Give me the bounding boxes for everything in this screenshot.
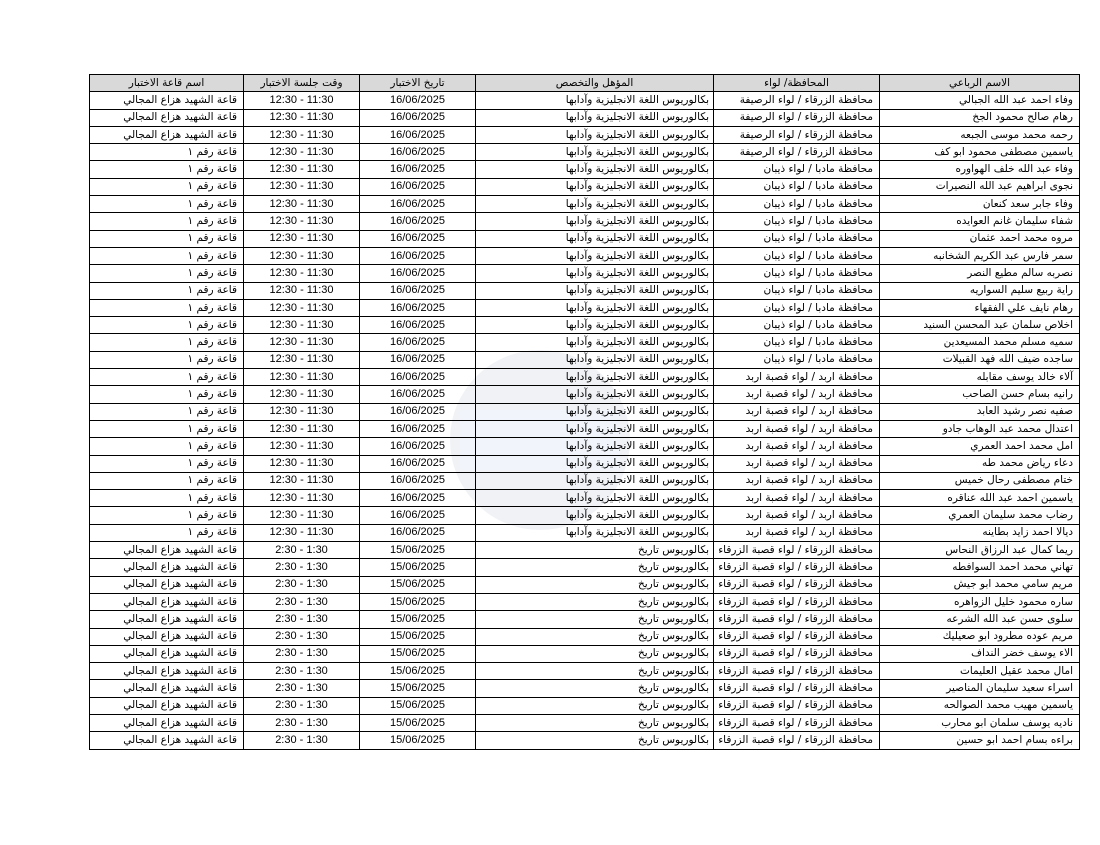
cell-exam-hall: قاعة رقم ١ (90, 265, 244, 282)
cell-exam-time: 11:30 - 12:30 (244, 109, 360, 126)
cell-name: امل محمد احمد العمري (880, 438, 1080, 455)
cell-exam-date: 15/06/2025 (360, 645, 476, 662)
cell-exam-time: 11:30 - 12:30 (244, 92, 360, 109)
table-row (90, 109, 1080, 126)
cell-exam-time: 11:30 - 12:30 (244, 403, 360, 420)
cell-governorate: محافظة اربد / لواء قصبة اربد (714, 438, 880, 455)
cell-exam-hall: قاعة رقم ١ (90, 369, 244, 386)
table-row (90, 438, 1080, 455)
cell-qualification: بكالوريوس تاريخ (476, 593, 714, 610)
cell-exam-time: 11:30 - 12:30 (244, 455, 360, 472)
cell-name: رانيه بسام حسن الصاحب (880, 386, 1080, 403)
cell-exam-hall: قاعة الشهيد هزاع المجالي (90, 92, 244, 109)
cell-exam-hall: قاعة الشهيد هزاع المجالي (90, 559, 244, 576)
cell-name: شفاء سليمان غانم العوايده (880, 213, 1080, 230)
cell-exam-time: 11:30 - 12:30 (244, 299, 360, 316)
cell-qualification: بكالوريوس اللغة الانجليزية وآدابها (476, 386, 714, 403)
cell-exam-hall: قاعة الشهيد هزاع المجالي (90, 611, 244, 628)
cell-exam-time: 1:30 - 2:30 (244, 663, 360, 680)
cell-qualification: بكالوريوس اللغة الانجليزية وآدابها (476, 420, 714, 437)
cell-qualification: بكالوريوس تاريخ (476, 680, 714, 697)
cell-exam-hall: قاعة رقم ١ (90, 247, 244, 264)
cell-exam-hall: قاعة رقم ١ (90, 178, 244, 195)
cell-exam-hall: قاعة الشهيد هزاع المجالي (90, 732, 244, 749)
cell-name: دعاء رياض محمد طه (880, 455, 1080, 472)
cell-governorate: محافظة مادبا / لواء ذيبان (714, 265, 880, 282)
exam-schedule-table-container (89, 74, 1079, 750)
cell-exam-time: 1:30 - 2:30 (244, 611, 360, 628)
cell-governorate: محافظة اربد / لواء قصبة اربد (714, 455, 880, 472)
cell-exam-time: 11:30 - 12:30 (244, 144, 360, 161)
cell-qualification: بكالوريوس اللغة الانجليزية وآدابها (476, 265, 714, 282)
cell-exam-hall: قاعة رقم ١ (90, 386, 244, 403)
cell-exam-date: 16/06/2025 (360, 126, 476, 143)
table-row (90, 369, 1080, 386)
cell-governorate: محافظة الزرقاء / لواء قصبة الزرقاء (714, 559, 880, 576)
cell-exam-hall: قاعة رقم ١ (90, 334, 244, 351)
cell-name: رضاب محمد سليمان العمري (880, 507, 1080, 524)
cell-qualification: بكالوريوس تاريخ (476, 628, 714, 645)
cell-exam-time: 11:30 - 12:30 (244, 230, 360, 247)
cell-exam-time: 11:30 - 12:30 (244, 369, 360, 386)
header-qualification: المؤهل والتخصص (476, 75, 714, 92)
cell-exam-date: 15/06/2025 (360, 680, 476, 697)
cell-qualification: بكالوريوس اللغة الانجليزية وآدابها (476, 507, 714, 524)
table-row (90, 420, 1080, 437)
cell-name: وفاء احمد عبد الله الجبالي (880, 92, 1080, 109)
cell-exam-date: 16/06/2025 (360, 472, 476, 489)
cell-qualification: بكالوريوس اللغة الانجليزية وآدابها (476, 126, 714, 143)
cell-governorate: محافظة الزرقاء / لواء قصبة الزرقاء (714, 714, 880, 731)
cell-exam-hall: قاعة الشهيد هزاع المجالي (90, 109, 244, 126)
cell-governorate: محافظة الزرقاء / لواء الرصيفة (714, 144, 880, 161)
cell-governorate: محافظة مادبا / لواء ذيبان (714, 317, 880, 334)
cell-exam-date: 16/06/2025 (360, 369, 476, 386)
cell-exam-hall: قاعة رقم ١ (90, 507, 244, 524)
cell-name: ريما كمال عبد الرزاق النحاس (880, 542, 1080, 559)
cell-name: اخلاص سلمان عبد المحسن السنيد (880, 317, 1080, 334)
cell-exam-date: 15/06/2025 (360, 593, 476, 610)
table-row (90, 524, 1080, 541)
cell-exam-date: 16/06/2025 (360, 351, 476, 368)
cell-exam-date: 16/06/2025 (360, 92, 476, 109)
cell-exam-hall: قاعة الشهيد هزاع المجالي (90, 645, 244, 662)
cell-exam-time: 11:30 - 12:30 (244, 386, 360, 403)
table-row (90, 680, 1080, 697)
cell-exam-date: 16/06/2025 (360, 524, 476, 541)
cell-exam-date: 16/06/2025 (360, 334, 476, 351)
cell-qualification: بكالوريوس اللغة الانجليزية وآدابها (476, 178, 714, 195)
cell-exam-time: 11:30 - 12:30 (244, 265, 360, 282)
cell-exam-hall: قاعة رقم ١ (90, 490, 244, 507)
cell-governorate: محافظة اربد / لواء قصبة اربد (714, 472, 880, 489)
cell-exam-hall: قاعة الشهيد هزاع المجالي (90, 542, 244, 559)
cell-name: ساره محمود خليل الزواهره (880, 593, 1080, 610)
cell-exam-hall: قاعة الشهيد هزاع المجالي (90, 680, 244, 697)
cell-governorate: محافظة الزرقاء / لواء قصبة الزرقاء (714, 732, 880, 749)
cell-exam-date: 15/06/2025 (360, 714, 476, 731)
cell-exam-hall: قاعة رقم ١ (90, 144, 244, 161)
table-row (90, 126, 1080, 143)
cell-name: مريم عوده مطرود ابو صعيليك (880, 628, 1080, 645)
cell-exam-date: 15/06/2025 (360, 576, 476, 593)
table-body (90, 92, 1080, 749)
cell-qualification: بكالوريوس اللغة الانجليزية وآدابها (476, 299, 714, 316)
cell-exam-date: 16/06/2025 (360, 196, 476, 213)
cell-exam-hall: قاعة رقم ١ (90, 472, 244, 489)
cell-governorate: محافظة الزرقاء / لواء قصبة الزرقاء (714, 611, 880, 628)
cell-name: امال محمد عقيل العليمات (880, 663, 1080, 680)
cell-name: اسراء سعيد سليمان المناصير (880, 680, 1080, 697)
cell-exam-time: 11:30 - 12:30 (244, 317, 360, 334)
cell-exam-hall: قاعة رقم ١ (90, 230, 244, 247)
cell-qualification: بكالوريوس اللغة الانجليزية وآدابها (476, 144, 714, 161)
cell-governorate: محافظة الزرقاء / لواء قصبة الزرقاء (714, 593, 880, 610)
cell-exam-hall: قاعة رقم ١ (90, 213, 244, 230)
cell-name: الاء يوسف خضر النداف (880, 645, 1080, 662)
cell-name: رحمه محمد موسى الجبعه (880, 126, 1080, 143)
cell-name: وفاء جابر سعد كنعان (880, 196, 1080, 213)
cell-exam-date: 15/06/2025 (360, 663, 476, 680)
cell-exam-date: 15/06/2025 (360, 628, 476, 645)
cell-governorate: محافظة الزرقاء / لواء قصبة الزرقاء (714, 680, 880, 697)
cell-exam-hall: قاعة رقم ١ (90, 317, 244, 334)
cell-governorate: محافظة مادبا / لواء ذيبان (714, 230, 880, 247)
cell-exam-time: 11:30 - 12:30 (244, 351, 360, 368)
cell-qualification: بكالوريوس اللغة الانجليزية وآدابها (476, 334, 714, 351)
cell-exam-hall: قاعة الشهيد هزاع المجالي (90, 126, 244, 143)
cell-exam-time: 11:30 - 12:30 (244, 334, 360, 351)
cell-exam-time: 1:30 - 2:30 (244, 593, 360, 610)
cell-exam-hall: قاعة الشهيد هزاع المجالي (90, 663, 244, 680)
table-row (90, 213, 1080, 230)
cell-exam-date: 16/06/2025 (360, 299, 476, 316)
cell-exam-time: 1:30 - 2:30 (244, 732, 360, 749)
cell-exam-time: 11:30 - 12:30 (244, 178, 360, 195)
cell-qualification: بكالوريوس اللغة الانجليزية وآدابها (476, 317, 714, 334)
cell-exam-date: 16/06/2025 (360, 265, 476, 282)
cell-qualification: بكالوريوس تاريخ (476, 542, 714, 559)
cell-exam-time: 1:30 - 2:30 (244, 697, 360, 714)
table-row (90, 611, 1080, 628)
cell-name: مريم سامي محمد ابو جيش (880, 576, 1080, 593)
cell-qualification: بكالوريوس اللغة الانجليزية وآدابها (476, 351, 714, 368)
header-exam-time: وقت جلسة الاختبار (244, 75, 360, 92)
cell-qualification: بكالوريوس اللغة الانجليزية وآدابها (476, 213, 714, 230)
cell-qualification: بكالوريوس اللغة الانجليزية وآدابها (476, 490, 714, 507)
table-row (90, 265, 1080, 282)
cell-governorate: محافظة مادبا / لواء ذيبان (714, 196, 880, 213)
cell-governorate: محافظة اربد / لواء قصبة اربد (714, 420, 880, 437)
cell-name: ديالا احمد زايد بطاينه (880, 524, 1080, 541)
cell-exam-time: 11:30 - 12:30 (244, 420, 360, 437)
cell-exam-date: 15/06/2025 (360, 732, 476, 749)
cell-name: ناديه يوسف سلمان ابو محارب (880, 714, 1080, 731)
cell-governorate: محافظة الزرقاء / لواء قصبة الزرقاء (714, 697, 880, 714)
cell-exam-hall: قاعة رقم ١ (90, 196, 244, 213)
table-row (90, 247, 1080, 264)
cell-qualification: بكالوريوس اللغة الانجليزية وآدابها (476, 369, 714, 386)
cell-exam-date: 16/06/2025 (360, 109, 476, 126)
table-row (90, 403, 1080, 420)
cell-name: وفاء عبد الله خلف الهواوره (880, 161, 1080, 178)
table-row (90, 455, 1080, 472)
cell-qualification: بكالوريوس تاريخ (476, 559, 714, 576)
cell-governorate: محافظة اربد / لواء قصبة اربد (714, 403, 880, 420)
cell-exam-time: 11:30 - 12:30 (244, 438, 360, 455)
table-row (90, 507, 1080, 524)
cell-exam-time: 11:30 - 12:30 (244, 490, 360, 507)
cell-governorate: محافظة الزرقاء / لواء قصبة الزرقاء (714, 542, 880, 559)
header-exam-hall: اسم قاعة الاختبار (90, 75, 244, 92)
cell-exam-date: 16/06/2025 (360, 490, 476, 507)
cell-governorate: محافظة مادبا / لواء ذيبان (714, 351, 880, 368)
cell-exam-time: 1:30 - 2:30 (244, 714, 360, 731)
cell-qualification: بكالوريوس تاريخ (476, 697, 714, 714)
table-row (90, 645, 1080, 662)
cell-name: سلوى حسن عبد الله الشرعه (880, 611, 1080, 628)
cell-name: ياسمين مهيب محمد الصوالحه (880, 697, 1080, 714)
table-row (90, 490, 1080, 507)
cell-exam-date: 16/06/2025 (360, 386, 476, 403)
cell-exam-time: 11:30 - 12:30 (244, 213, 360, 230)
cell-qualification: بكالوريوس اللغة الانجليزية وآدابها (476, 524, 714, 541)
table-row (90, 282, 1080, 299)
cell-exam-hall: قاعة الشهيد هزاع المجالي (90, 593, 244, 610)
cell-exam-date: 16/06/2025 (360, 144, 476, 161)
cell-exam-time: 1:30 - 2:30 (244, 576, 360, 593)
cell-exam-date: 16/06/2025 (360, 213, 476, 230)
cell-qualification: بكالوريوس اللغة الانجليزية وآدابها (476, 196, 714, 213)
cell-governorate: محافظة مادبا / لواء ذيبان (714, 213, 880, 230)
cell-governorate: محافظة مادبا / لواء ذيبان (714, 299, 880, 316)
cell-exam-date: 16/06/2025 (360, 178, 476, 195)
cell-exam-time: 11:30 - 12:30 (244, 507, 360, 524)
cell-exam-time: 11:30 - 12:30 (244, 524, 360, 541)
cell-exam-time: 1:30 - 2:30 (244, 542, 360, 559)
cell-exam-date: 16/06/2025 (360, 230, 476, 247)
cell-exam-date: 16/06/2025 (360, 455, 476, 472)
table-header-row (90, 75, 1080, 92)
cell-name: براءه بسام احمد ابو حسين (880, 732, 1080, 749)
cell-name: ختام مصطفى رحال خميس (880, 472, 1080, 489)
cell-exam-time: 11:30 - 12:30 (244, 282, 360, 299)
cell-exam-date: 15/06/2025 (360, 697, 476, 714)
cell-exam-date: 15/06/2025 (360, 611, 476, 628)
cell-name: تهاني محمد احمد السوافطه (880, 559, 1080, 576)
cell-governorate: محافظة الزرقاء / لواء الرصيفة (714, 126, 880, 143)
cell-name: ياسمين احمد عبد الله عناقره (880, 490, 1080, 507)
cell-name: آلاء خالد يوسف مقابله (880, 369, 1080, 386)
cell-name: ساجده ضيف الله فهد القبيلات (880, 351, 1080, 368)
cell-qualification: بكالوريوس اللغة الانجليزية وآدابها (476, 282, 714, 299)
cell-qualification: بكالوريوس اللغة الانجليزية وآدابها (476, 472, 714, 489)
table-row (90, 593, 1080, 610)
cell-exam-date: 16/06/2025 (360, 161, 476, 178)
cell-name: صفيه نصر رشيد العابد (880, 403, 1080, 420)
cell-exam-time: 1:30 - 2:30 (244, 645, 360, 662)
cell-governorate: محافظة مادبا / لواء ذيبان (714, 178, 880, 195)
table-row (90, 334, 1080, 351)
exam-schedule-table (89, 74, 1080, 750)
header-name: الاسم الرباعي (880, 75, 1080, 92)
table-row (90, 144, 1080, 161)
cell-governorate: محافظة اربد / لواء قصبة اربد (714, 507, 880, 524)
cell-qualification: بكالوريوس تاريخ (476, 663, 714, 680)
cell-name: نجوى ابراهيم عبد الله النصيرات (880, 178, 1080, 195)
cell-governorate: محافظة اربد / لواء قصبة اربد (714, 490, 880, 507)
header-governorate: المحافظة/ لواء (714, 75, 880, 92)
cell-governorate: محافظة اربد / لواء قصبة اربد (714, 524, 880, 541)
cell-qualification: بكالوريوس تاريخ (476, 714, 714, 731)
cell-qualification: بكالوريوس تاريخ (476, 732, 714, 749)
cell-governorate: محافظة مادبا / لواء ذيبان (714, 161, 880, 178)
cell-exam-date: 16/06/2025 (360, 282, 476, 299)
table-row (90, 628, 1080, 645)
cell-exam-hall: قاعة رقم ١ (90, 455, 244, 472)
cell-qualification: بكالوريوس اللغة الانجليزية وآدابها (476, 455, 714, 472)
cell-governorate: محافظة الزرقاء / لواء الرصيفة (714, 92, 880, 109)
cell-governorate: محافظة اربد / لواء قصبة اربد (714, 386, 880, 403)
cell-name: ياسمين مصطفى محمود ابو كف (880, 144, 1080, 161)
cell-exam-hall: قاعة الشهيد هزاع المجالي (90, 714, 244, 731)
cell-qualification: بكالوريوس اللغة الانجليزية وآدابها (476, 230, 714, 247)
cell-exam-date: 16/06/2025 (360, 420, 476, 437)
cell-governorate: محافظة الزرقاء / لواء قصبة الزرقاء (714, 645, 880, 662)
cell-exam-hall: قاعة رقم ١ (90, 438, 244, 455)
cell-exam-hall: قاعة رقم ١ (90, 351, 244, 368)
cell-name: رهام صالح محمود الجخ (880, 109, 1080, 126)
table-row (90, 472, 1080, 489)
table-row (90, 559, 1080, 576)
cell-qualification: بكالوريوس اللغة الانجليزية وآدابها (476, 161, 714, 178)
cell-qualification: بكالوريوس تاريخ (476, 645, 714, 662)
table-row (90, 230, 1080, 247)
cell-exam-date: 16/06/2025 (360, 247, 476, 264)
cell-exam-time: 11:30 - 12:30 (244, 196, 360, 213)
table-row (90, 576, 1080, 593)
cell-qualification: بكالوريوس اللغة الانجليزية وآدابها (476, 403, 714, 420)
table-row (90, 714, 1080, 731)
cell-name: نصربه سالم مطيع النصر (880, 265, 1080, 282)
table-row (90, 196, 1080, 213)
cell-exam-hall: قاعة رقم ١ (90, 524, 244, 541)
cell-exam-hall: قاعة رقم ١ (90, 403, 244, 420)
cell-exam-hall: قاعة الشهيد هزاع المجالي (90, 697, 244, 714)
cell-exam-time: 11:30 - 12:30 (244, 247, 360, 264)
cell-qualification: بكالوريوس تاريخ (476, 576, 714, 593)
table-row (90, 386, 1080, 403)
table-row (90, 663, 1080, 680)
table-row (90, 732, 1080, 749)
cell-governorate: محافظة الزرقاء / لواء الرصيفة (714, 109, 880, 126)
cell-exam-date: 15/06/2025 (360, 542, 476, 559)
table-row (90, 299, 1080, 316)
table-row (90, 317, 1080, 334)
cell-name: راية ربيع سليم السواريه (880, 282, 1080, 299)
cell-exam-time: 11:30 - 12:30 (244, 126, 360, 143)
cell-exam-date: 16/06/2025 (360, 507, 476, 524)
cell-exam-date: 15/06/2025 (360, 559, 476, 576)
cell-exam-date: 16/06/2025 (360, 403, 476, 420)
cell-exam-time: 1:30 - 2:30 (244, 559, 360, 576)
cell-name: اعتدال محمد عبد الوهاب جادو (880, 420, 1080, 437)
cell-exam-time: 11:30 - 12:30 (244, 472, 360, 489)
cell-qualification: بكالوريوس اللغة الانجليزية وآدابها (476, 109, 714, 126)
cell-exam-hall: قاعة الشهيد هزاع المجالي (90, 576, 244, 593)
cell-exam-date: 16/06/2025 (360, 317, 476, 334)
table-row (90, 92, 1080, 109)
cell-qualification: بكالوريوس تاريخ (476, 611, 714, 628)
cell-exam-hall: قاعة الشهيد هزاع المجالي (90, 628, 244, 645)
cell-exam-date: 16/06/2025 (360, 438, 476, 455)
cell-exam-hall: قاعة رقم ١ (90, 420, 244, 437)
cell-governorate: محافظة الزرقاء / لواء قصبة الزرقاء (714, 628, 880, 645)
cell-governorate: محافظة الزرقاء / لواء قصبة الزرقاء (714, 663, 880, 680)
table-row (90, 161, 1080, 178)
table-row (90, 351, 1080, 368)
cell-governorate: محافظة الزرقاء / لواء قصبة الزرقاء (714, 576, 880, 593)
cell-name: رهام نايف علي الفقهاء (880, 299, 1080, 316)
cell-exam-time: 1:30 - 2:30 (244, 628, 360, 645)
cell-exam-hall: قاعة رقم ١ (90, 282, 244, 299)
cell-exam-hall: قاعة رقم ١ (90, 299, 244, 316)
table-row (90, 542, 1080, 559)
cell-exam-hall: قاعة رقم ١ (90, 161, 244, 178)
header-exam-date: تاريخ الاختبار (360, 75, 476, 92)
cell-name: سمر فارس عبد الكريم الشخانبه (880, 247, 1080, 264)
table-row (90, 697, 1080, 714)
table-row (90, 178, 1080, 195)
cell-name: سميه مسلم محمد المسيعدين (880, 334, 1080, 351)
cell-exam-time: 1:30 - 2:30 (244, 680, 360, 697)
cell-name: مروه محمد احمد عثمان (880, 230, 1080, 247)
cell-exam-time: 11:30 - 12:30 (244, 161, 360, 178)
cell-governorate: محافظة مادبا / لواء ذيبان (714, 334, 880, 351)
cell-governorate: محافظة مادبا / لواء ذيبان (714, 247, 880, 264)
cell-governorate: محافظة اربد / لواء قصبة اربد (714, 369, 880, 386)
cell-governorate: محافظة مادبا / لواء ذيبان (714, 282, 880, 299)
cell-qualification: بكالوريوس اللغة الانجليزية وآدابها (476, 247, 714, 264)
cell-qualification: بكالوريوس اللغة الانجليزية وآدابها (476, 92, 714, 109)
cell-qualification: بكالوريوس اللغة الانجليزية وآدابها (476, 438, 714, 455)
